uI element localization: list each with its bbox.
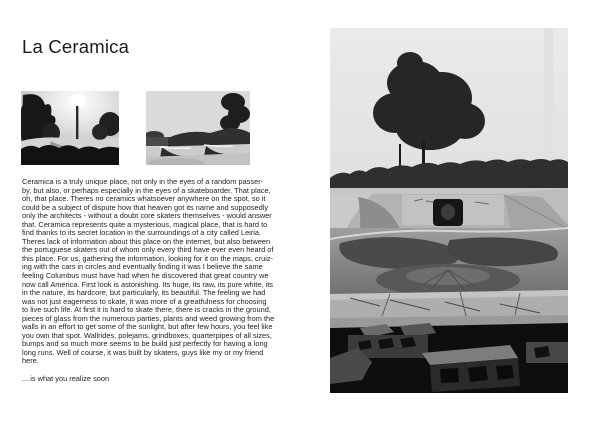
- photo-ceramica-large: [330, 28, 568, 393]
- foreground-foliage: [21, 145, 119, 165]
- sun-glow: [71, 94, 85, 108]
- tunnel-inner: [441, 204, 455, 220]
- article-line: pieces of glass from the numerous parties, plants and weed growing from the: [22, 313, 275, 323]
- article-line: bumps and so much more seems to be build just perfectly for having a long: [22, 339, 268, 349]
- article-body: [22, 178, 312, 366]
- article-line: was not just eagerness to skate, it was more of a greatfulness for choosing: [22, 296, 267, 306]
- article-line: by, but also, or perhaps especially in the eyes of a skateboarder. That place,: [22, 185, 271, 195]
- article-line: now call America. First look is astonishing. Its huge, its raw, its pure white, its: [22, 279, 273, 289]
- article-line: this place. For us, gathering the information, looking for it on the maps, cruiz-: [22, 253, 273, 263]
- sky-band: [544, 28, 553, 178]
- article-line: find thanks to its secret location in the surroundings of a city called Leiria.: [22, 228, 262, 238]
- article-line: that. Ceramica represents quite a mysterious, magical place, that is hard to: [22, 219, 268, 229]
- article-line: walls in an effort to get some of the sunlight, but after few hours, you feel like: [22, 322, 273, 332]
- article-line: Ceramica is a truly unique place, not only in the eyes of a random passer-: [22, 177, 264, 186]
- article-line: could be a subject of dispute how that heaven got its name and supposedly: [22, 202, 269, 212]
- article-line: ing with the cars in circles and eventually finding it was I believe the same: [22, 262, 263, 272]
- chimney: [76, 106, 78, 139]
- photo-thumb-skatepark-bowl: [146, 91, 250, 165]
- page-title: La Ceramica: [22, 36, 130, 57]
- article-line: only the architects - without a doubt core skaters themselves - would answer: [22, 211, 272, 221]
- article-line: Theres lack of information about this place on the internet, but also between: [22, 236, 271, 246]
- article-line: oh, that place. Theres no ceramics whatsoever anywhere on the spot, so it: [22, 194, 266, 204]
- mound-highlight: [406, 267, 490, 285]
- article-line: in the nature, its hardcore, but particularly, its beautiful. The feeling we had: [22, 288, 266, 298]
- photo-thumb-skatepark-sun: [21, 91, 119, 165]
- cinder-block-center: [422, 345, 520, 392]
- article-line: long runs. Well of course, it was built by skaters, guys like my or my friend: [22, 347, 264, 357]
- article-line: the portuguese skaters out of whom only every third have ever even heard of: [22, 245, 274, 255]
- article-line: here.: [22, 356, 39, 366]
- article-line: you own that spot. Wallrides, polejams, grindboxes, quarterpipes of all sizes,: [22, 330, 272, 340]
- article-line: to live such life. At first it is hard to skate there, there is cracks in the ground,: [22, 305, 271, 315]
- article-footer: ....is what you realize soon: [22, 374, 110, 383]
- cinder-block-right: [526, 342, 568, 363]
- article-line: feeling Columbus must have had when he discovered that great country we: [22, 271, 269, 281]
